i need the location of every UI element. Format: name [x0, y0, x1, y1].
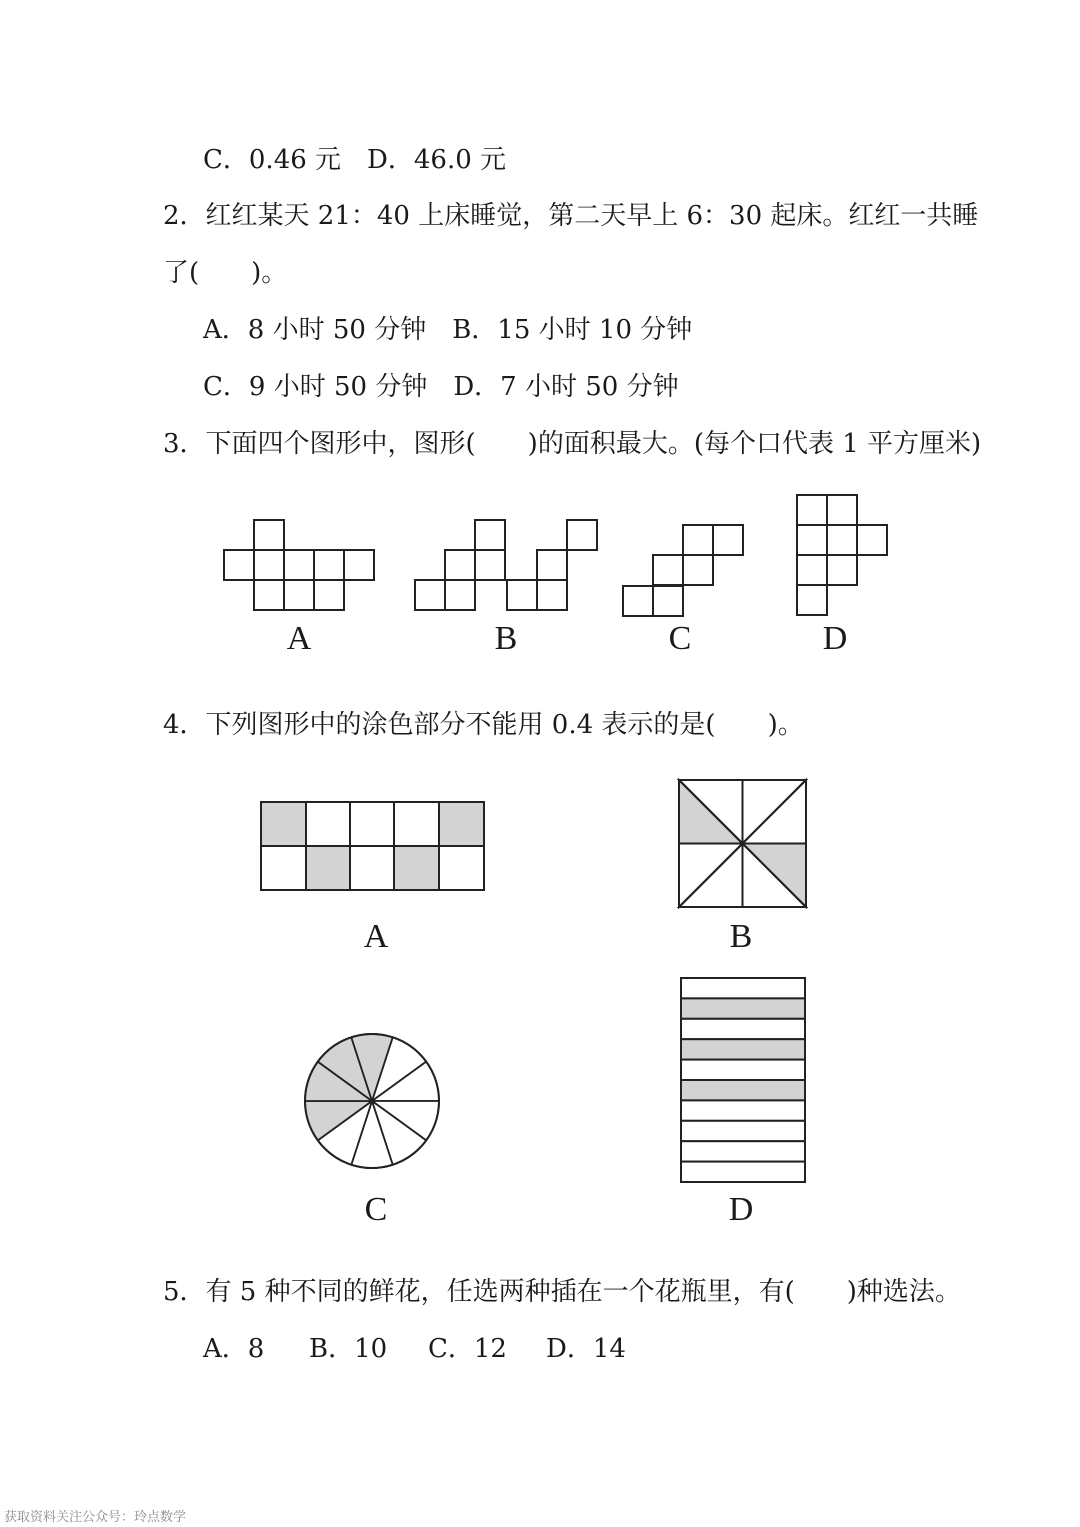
q4-figure-a	[261, 802, 484, 890]
q5-option-d: D．14	[546, 1334, 626, 1364]
q2-options-line1: A．8 小时 50 分钟 B．15 小时 10 分钟	[203, 315, 693, 345]
q3-label-b: B	[494, 620, 518, 657]
q4-label-a: A	[363, 918, 389, 955]
q4-stem: 4．下列图形中的涂色部分不能用 0.4 表示的是( )。	[163, 710, 804, 740]
q4-figure-d	[681, 978, 805, 1182]
q4-figure-b	[679, 780, 806, 907]
q3-label-c: C	[668, 620, 692, 657]
q4-label-d: D	[728, 1191, 754, 1228]
q2-stem-line2: 了( )。	[163, 258, 288, 288]
q3-label-a: A	[286, 620, 312, 657]
q1-options: C．0.46 元 D．46.0 元	[203, 145, 507, 175]
q3-stem: 3．下面四个图形中，图形( )的面积最大。(每个口代表 1 平方厘米)	[163, 429, 982, 459]
q5-option-a: A．8	[203, 1334, 265, 1364]
q2-options-line2: C．9 小时 50 分钟 D．7 小时 50 分钟	[203, 372, 679, 402]
q5-option-b: B．10	[309, 1334, 388, 1364]
footer-watermark: 获取资料关注公众号：玲点数学	[4, 1510, 187, 1525]
q4-label-b: B	[729, 918, 753, 955]
q5-stem: 5．有 5 种不同的鲜花，任选两种插在一个花瓶里，有( )种选法。	[163, 1277, 961, 1307]
q3-label-d: D	[822, 620, 848, 657]
q2-stem-line1: 2．红红某天 21：40 上床睡觉，第二天早上 6：30 起床。红红一共睡	[163, 201, 979, 231]
q4-figure-c	[305, 1034, 439, 1168]
q5-option-c: C．12	[428, 1334, 507, 1364]
q4-label-c: C	[364, 1191, 388, 1228]
